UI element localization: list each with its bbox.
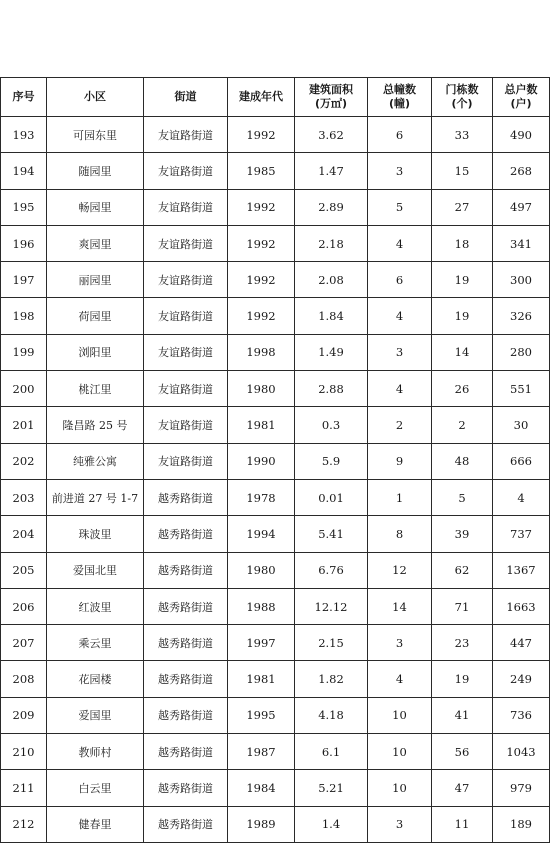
table-row [1,153,550,189]
cell-buildings: 10 [368,770,432,806]
cell-area: 1.47 [295,153,368,189]
cell-units: 19 [432,661,493,697]
cell-households: 30 [493,407,550,443]
cell-street: 越秀路街道 [144,552,228,588]
cell-units: 14 [432,334,493,370]
table-header [1,78,550,117]
cell-area: 2.88 [295,371,368,407]
cell-name: 可园东里 [47,117,144,153]
cell-no: 199 [1,334,47,370]
cell-buildings: 6 [368,117,432,153]
cell-no: 194 [1,153,47,189]
table-row [1,734,550,770]
cell-units: 19 [432,298,493,334]
table-row [1,371,550,407]
table-row [1,298,550,334]
cell-units: 71 [432,588,493,624]
cell-area: 5.9 [295,443,368,479]
cell-street: 友谊路街道 [144,334,228,370]
header-area-unit: (万㎡) [314,97,348,110]
cell-buildings: 3 [368,806,432,842]
cell-name: 荷园里 [47,298,144,334]
cell-households: 280 [493,334,550,370]
cell-year: 1994 [228,516,295,552]
cell-street: 越秀路街道 [144,625,228,661]
cell-units: 18 [432,225,493,261]
cell-street: 越秀路街道 [144,697,228,733]
header-name: 小区 [47,78,144,117]
header-households [493,78,550,117]
cell-area: 5.41 [295,516,368,552]
cell-name: 随园里 [47,153,144,189]
cell-name: 乘云里 [47,625,144,661]
cell-no: 203 [1,479,47,515]
cell-no: 200 [1,371,47,407]
cell-households: 341 [493,225,550,261]
cell-area: 6.76 [295,552,368,588]
cell-buildings: 4 [368,225,432,261]
table-row [1,661,550,697]
cell-name: 丽园里 [47,262,144,298]
cell-area: 1.82 [295,661,368,697]
cell-year: 1984 [228,770,295,806]
cell-name: 浏阳里 [47,334,144,370]
cell-no: 211 [1,770,47,806]
cell-households: 551 [493,371,550,407]
cell-street: 友谊路街道 [144,371,228,407]
cell-no: 207 [1,625,47,661]
cell-name: 花园楼 [47,661,144,697]
cell-name: 教师村 [47,734,144,770]
header-street: 街道 [144,78,228,117]
cell-area: 4.18 [295,697,368,733]
cell-no: 210 [1,734,47,770]
cell-buildings: 8 [368,516,432,552]
cell-no: 205 [1,552,47,588]
table-row [1,225,550,261]
cell-year: 1988 [228,588,295,624]
cell-households: 300 [493,262,550,298]
header-households-unit: (户) [510,97,532,110]
cell-year: 1992 [228,189,295,225]
cell-name: 红波里 [47,588,144,624]
cell-area: 0.3 [295,407,368,443]
cell-buildings: 5 [368,189,432,225]
header-buildings-label: 总幢数 [383,83,416,96]
cell-households: 736 [493,697,550,733]
cell-buildings: 1 [368,479,432,515]
header-households-label: 总户数 [504,83,538,96]
cell-households: 979 [493,770,550,806]
cell-street: 友谊路街道 [144,189,228,225]
cell-street: 越秀路街道 [144,516,228,552]
header-buildings-unit: (幢) [388,97,411,110]
cell-units: 41 [432,697,493,733]
header-units-label: 门栋数 [445,83,479,96]
cell-no: 209 [1,697,47,733]
header-no: 序号 [1,78,47,117]
cell-year: 1987 [228,734,295,770]
cell-year: 1992 [228,225,295,261]
cell-area: 2.18 [295,225,368,261]
header-area [295,78,368,117]
cell-no: 201 [1,407,47,443]
cell-year: 1981 [228,661,295,697]
cell-households: 189 [493,806,550,842]
cell-name: 珠波里 [47,516,144,552]
cell-buildings: 12 [368,552,432,588]
table-row [1,189,550,225]
table-row [1,262,550,298]
cell-area: 0.01 [295,479,368,515]
cell-units: 27 [432,189,493,225]
cell-year: 1997 [228,625,295,661]
cell-buildings: 9 [368,443,432,479]
cell-households: 666 [493,443,550,479]
cell-year: 1985 [228,153,295,189]
cell-street: 越秀路街道 [144,588,228,624]
header-row [1,78,550,117]
header-area-label: 建筑面积 [309,83,353,96]
cell-buildings: 3 [368,334,432,370]
header-units-unit: (个) [451,97,473,110]
table-row [1,479,550,515]
cell-units: 48 [432,443,493,479]
cell-households: 737 [493,516,550,552]
cell-units: 19 [432,262,493,298]
cell-buildings: 3 [368,625,432,661]
cell-no: 204 [1,516,47,552]
cell-buildings: 10 [368,697,432,733]
table-row [1,407,550,443]
table-row [1,516,550,552]
cell-households: 1663 [493,588,550,624]
cell-no: 208 [1,661,47,697]
cell-units: 5 [432,479,493,515]
cell-street: 友谊路街道 [144,153,228,189]
cell-year: 1989 [228,806,295,842]
cell-buildings: 14 [368,588,432,624]
cell-households: 4 [493,479,550,515]
cell-year: 1992 [228,262,295,298]
cell-year: 1978 [228,479,295,515]
cell-units: 47 [432,770,493,806]
cell-no: 193 [1,117,47,153]
header-buildings [368,78,432,117]
cell-area: 2.15 [295,625,368,661]
cell-buildings: 4 [368,371,432,407]
cell-households: 326 [493,298,550,334]
cell-units: 23 [432,625,493,661]
cell-year: 1992 [228,117,295,153]
cell-units: 11 [432,806,493,842]
table-body [1,117,550,843]
cell-households: 490 [493,117,550,153]
cell-households: 1043 [493,734,550,770]
cell-households: 249 [493,661,550,697]
cell-name: 爱国北里 [47,552,144,588]
table-row [1,806,550,842]
cell-name: 桃江里 [47,371,144,407]
cell-name: 爽园里 [47,225,144,261]
cell-units: 15 [432,153,493,189]
cell-buildings: 4 [368,661,432,697]
cell-no: 202 [1,443,47,479]
residential-community-table [0,77,550,843]
table-row [1,588,550,624]
cell-buildings: 3 [368,153,432,189]
cell-buildings: 2 [368,407,432,443]
cell-street: 友谊路街道 [144,407,228,443]
table-row [1,117,550,153]
cell-year: 1995 [228,697,295,733]
cell-year: 1981 [228,407,295,443]
cell-area: 12.12 [295,588,368,624]
cell-no: 195 [1,189,47,225]
cell-street: 越秀路街道 [144,806,228,842]
cell-area: 1.49 [295,334,368,370]
cell-buildings: 10 [368,734,432,770]
cell-name: 健春里 [47,806,144,842]
cell-no: 197 [1,262,47,298]
cell-area: 6.1 [295,734,368,770]
cell-year: 1998 [228,334,295,370]
table-row [1,625,550,661]
cell-year: 1992 [228,298,295,334]
cell-street: 友谊路街道 [144,443,228,479]
cell-year: 1990 [228,443,295,479]
cell-units: 62 [432,552,493,588]
cell-no: 212 [1,806,47,842]
cell-name: 前进道 27 号 1-7 [47,479,144,515]
cell-units: 56 [432,734,493,770]
cell-name: 白云里 [47,770,144,806]
cell-units: 39 [432,516,493,552]
cell-street: 友谊路街道 [144,298,228,334]
cell-area: 1.4 [295,806,368,842]
cell-households: 1367 [493,552,550,588]
cell-households: 447 [493,625,550,661]
cell-street: 越秀路街道 [144,770,228,806]
table-row [1,443,550,479]
cell-name: 爱国里 [47,697,144,733]
cell-year: 1980 [228,371,295,407]
cell-households: 268 [493,153,550,189]
cell-street: 友谊路街道 [144,225,228,261]
table-row [1,552,550,588]
cell-street: 越秀路街道 [144,661,228,697]
table-row [1,770,550,806]
header-units [432,78,493,117]
cell-street: 越秀路街道 [144,479,228,515]
cell-area: 2.08 [295,262,368,298]
cell-area: 3.62 [295,117,368,153]
table-row [1,697,550,733]
header-year: 建成年代 [228,78,295,117]
cell-units: 33 [432,117,493,153]
cell-households: 497 [493,189,550,225]
cell-street: 友谊路街道 [144,117,228,153]
cell-no: 198 [1,298,47,334]
cell-buildings: 4 [368,298,432,334]
cell-street: 越秀路街道 [144,734,228,770]
cell-buildings: 6 [368,262,432,298]
cell-units: 26 [432,371,493,407]
table-row [1,334,550,370]
cell-area: 2.89 [295,189,368,225]
cell-units: 2 [432,407,493,443]
cell-street: 友谊路街道 [144,262,228,298]
cell-year: 1980 [228,552,295,588]
cell-area: 5.21 [295,770,368,806]
cell-no: 206 [1,588,47,624]
cell-area: 1.84 [295,298,368,334]
cell-name: 纯雅公寓 [47,443,144,479]
cell-no: 196 [1,225,47,261]
cell-name: 畅园里 [47,189,144,225]
cell-name: 隆昌路 25 号 [47,407,144,443]
